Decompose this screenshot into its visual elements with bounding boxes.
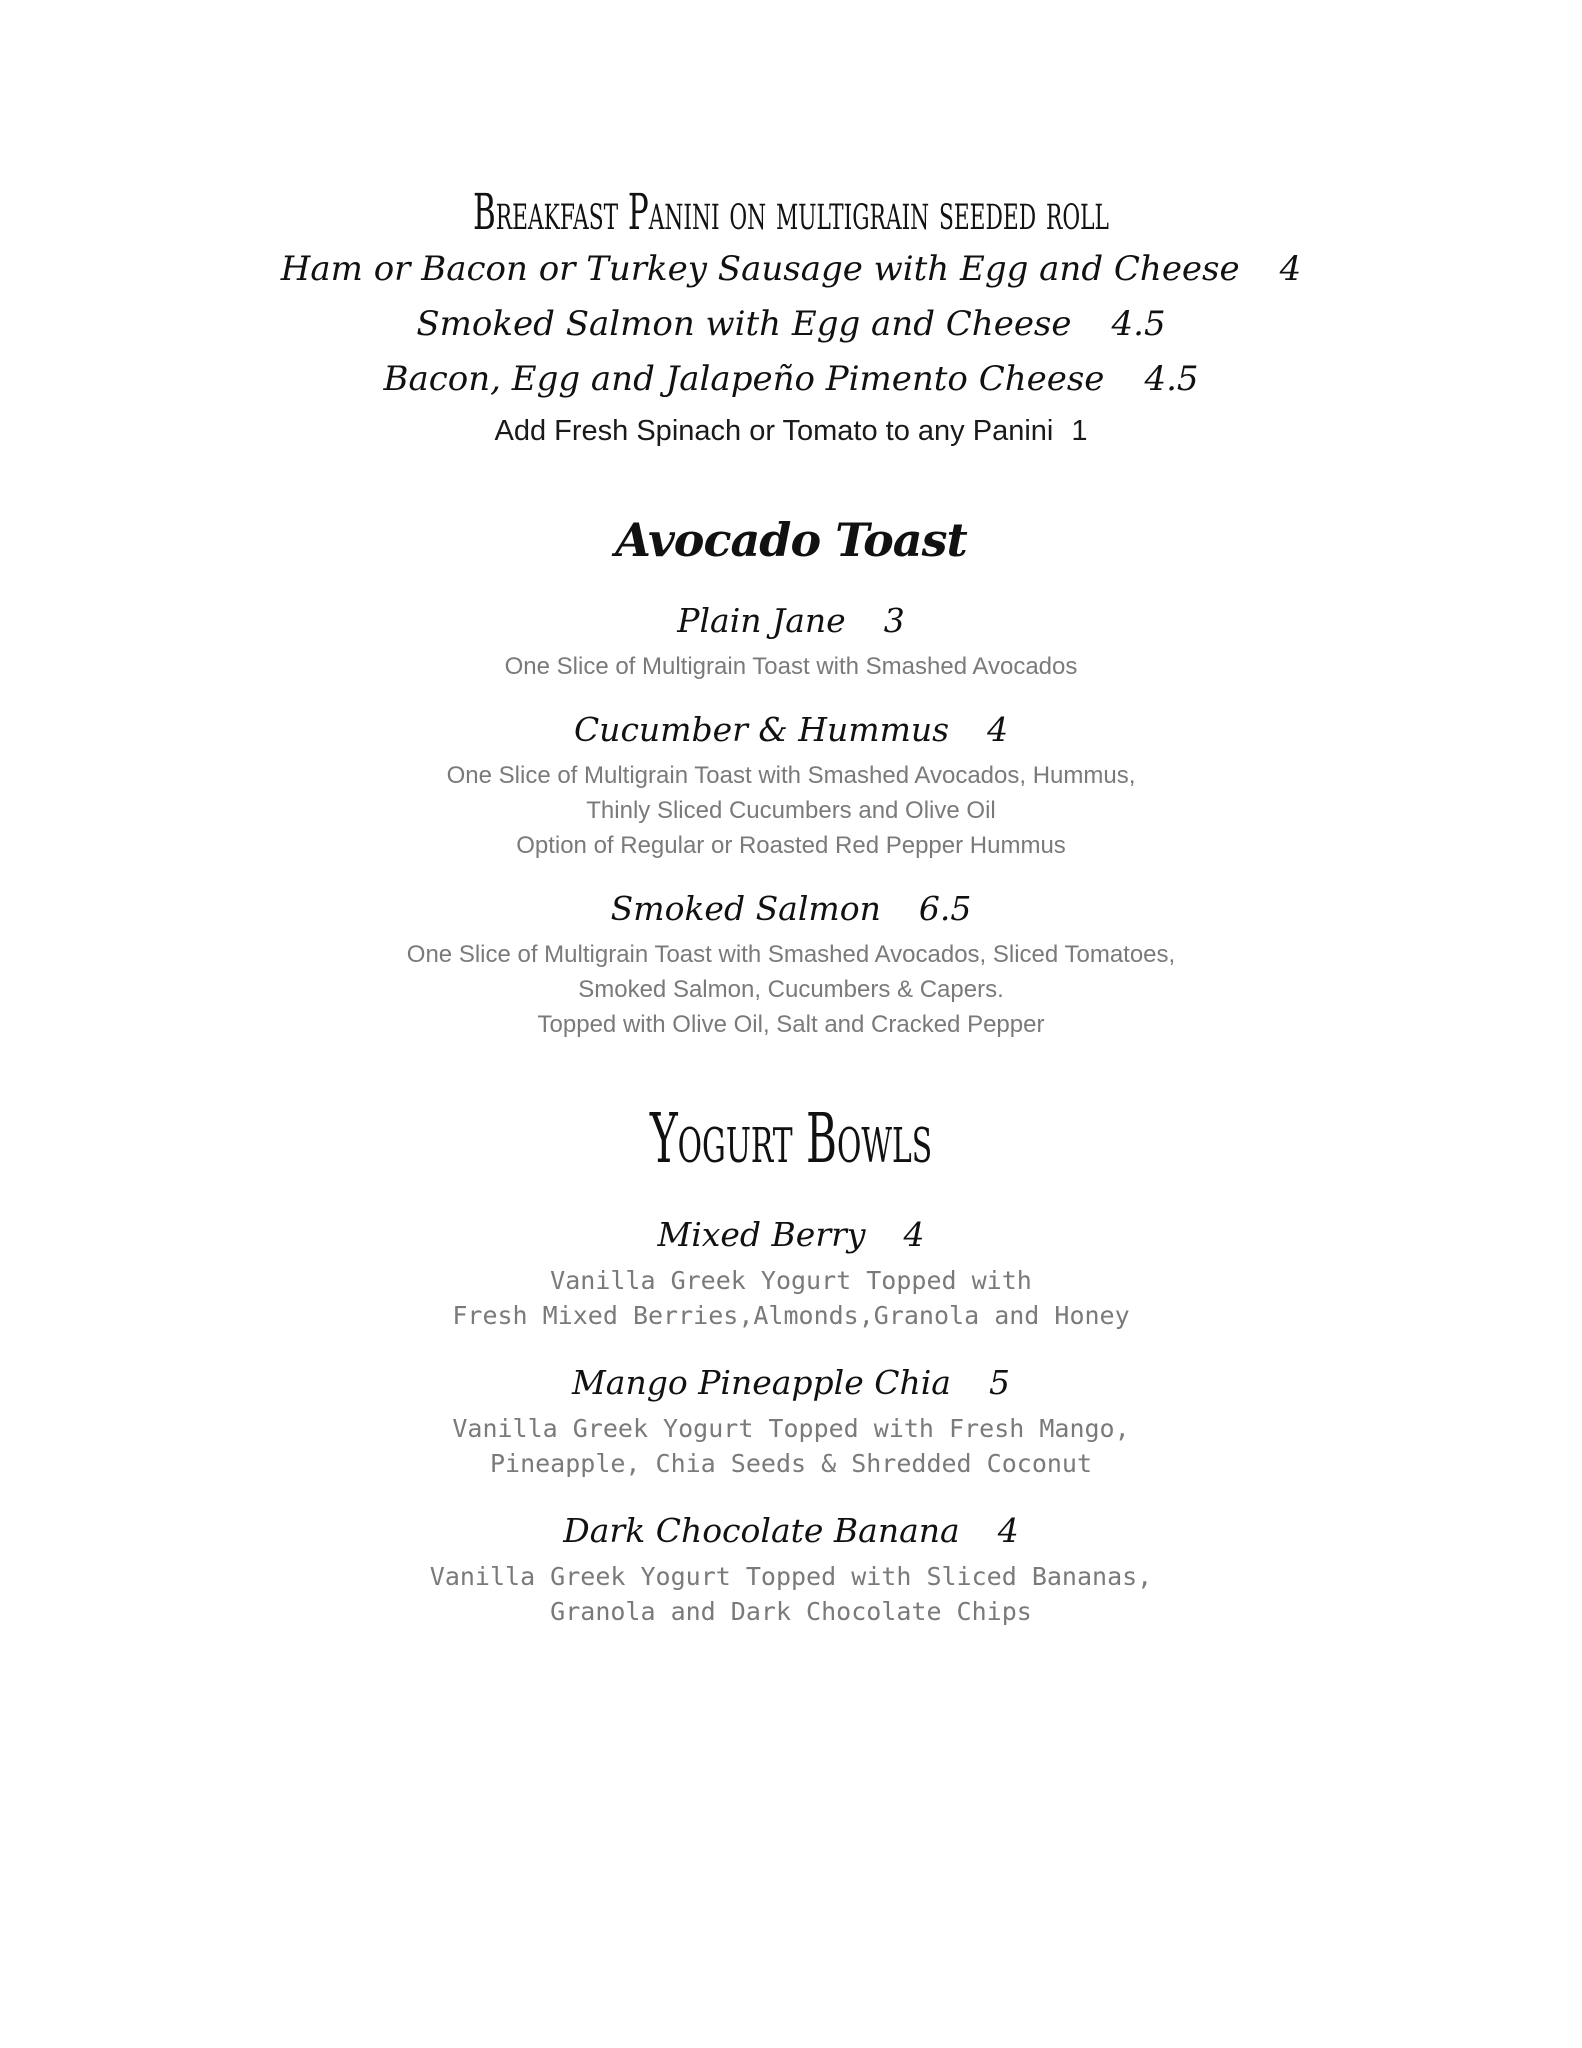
- menu-item-description: One Slice of Multigrain Toast with Smashed Avocados, Hummus,: [446, 762, 1136, 789]
- menu-item-description: Granola and Dark Chocolate Chips: [550, 1597, 1032, 1626]
- menu-item-description: Thinly Sliced Cucumbers and Olive Oil: [586, 797, 996, 824]
- menu-item: [0, 1207, 1582, 1333]
- panini-item: [0, 352, 1582, 407]
- menu-item-description: Option of Regular or Roasted Red Pepper Hummus: [516, 832, 1066, 859]
- panini-item-price: 4: [1279, 249, 1302, 289]
- menu-item-price: 3: [883, 601, 905, 640]
- menu-item-name: Plain Jane: [677, 601, 846, 640]
- menu-item-price: 4: [987, 710, 1009, 749]
- menu-item-description: Smoked Salmon, Cucumbers & Capers.: [578, 976, 1004, 1003]
- menu-item-heading: [0, 1355, 1582, 1411]
- menu-item-name: Mixed Berry: [657, 1215, 866, 1254]
- panini-addon: [0, 407, 1582, 455]
- menu-item-description: One Slice of Multigrain Toast with Smashed Avocados, Sliced Tomatoes,: [406, 941, 1176, 968]
- menu-item: [0, 702, 1582, 863]
- section-title-breakfast-panini: Breakfast Panini on multigrain seeded roll: [473, 183, 1109, 241]
- section-title-yogurt-bowls: Yogurt Bowls: [649, 1100, 933, 1179]
- menu-item-price: 4: [903, 1215, 925, 1254]
- menu-item: [0, 881, 1582, 1042]
- panini-item: [0, 297, 1582, 352]
- menu-item: [0, 593, 1582, 684]
- menu-item-heading: [0, 702, 1582, 758]
- menu-item-heading: [0, 593, 1582, 649]
- menu-item-description: One Slice of Multigrain Toast with Smashed Avocados: [504, 653, 1078, 680]
- panini-item-name: Bacon, Egg and Jalapeño Pimento Cheese: [383, 359, 1105, 399]
- menu-item-name: Cucumber & Hummus: [573, 710, 950, 749]
- menu-item-heading: [0, 881, 1582, 937]
- menu-item-description: Fresh Mixed Berries,Almonds,Granola and Honey: [452, 1301, 1130, 1330]
- panini-item: [0, 242, 1582, 297]
- menu-item-description: Vanilla Greek Yogurt Topped with: [550, 1266, 1032, 1295]
- panini-item-price: 4.5: [1144, 359, 1199, 399]
- menu-item-heading: [0, 1207, 1582, 1263]
- menu-item-heading: [0, 1503, 1582, 1559]
- panini-item-price: 4.5: [1111, 304, 1166, 344]
- menu-item: [0, 1355, 1582, 1481]
- menu-item-name: Dark Chocolate Banana: [563, 1511, 960, 1550]
- menu-item: [0, 1503, 1582, 1629]
- yogurt-bowls-section: [0, 1095, 1582, 1629]
- menu-item-name: Smoked Salmon: [610, 889, 881, 928]
- menu-item-price: 5: [988, 1363, 1010, 1402]
- menu-item-price: 4: [997, 1511, 1019, 1550]
- panini-addon-text: Add Fresh Spinach or Tomato to any Panini: [494, 415, 1054, 447]
- avocado-toast-section: [0, 505, 1582, 1042]
- panini-item-name: Ham or Bacon or Turkey Sausage with Egg and Cheese: [280, 249, 1240, 289]
- panini-item-name: Smoked Salmon with Egg and Cheese: [416, 304, 1072, 344]
- menu-item-description: Pineapple, Chia Seeds & Shredded Coconut: [489, 1449, 1093, 1478]
- breakfast-panini-section: [0, 182, 1582, 455]
- menu-item-description: Vanilla Greek Yogurt Topped with Sliced Bananas,: [429, 1562, 1153, 1591]
- menu-item-description: Vanilla Greek Yogurt Topped with Fresh Mango,: [452, 1414, 1130, 1443]
- menu-item-price: 6.5: [918, 889, 972, 928]
- menu-item-name: Mango Pineapple Chia: [572, 1363, 951, 1402]
- section-title-avocado-toast: Avocado Toast: [615, 513, 967, 567]
- menu-item-description: Topped with Olive Oil, Salt and Cracked Pepper: [537, 1011, 1045, 1038]
- panini-addon-price: 1: [1071, 415, 1088, 447]
